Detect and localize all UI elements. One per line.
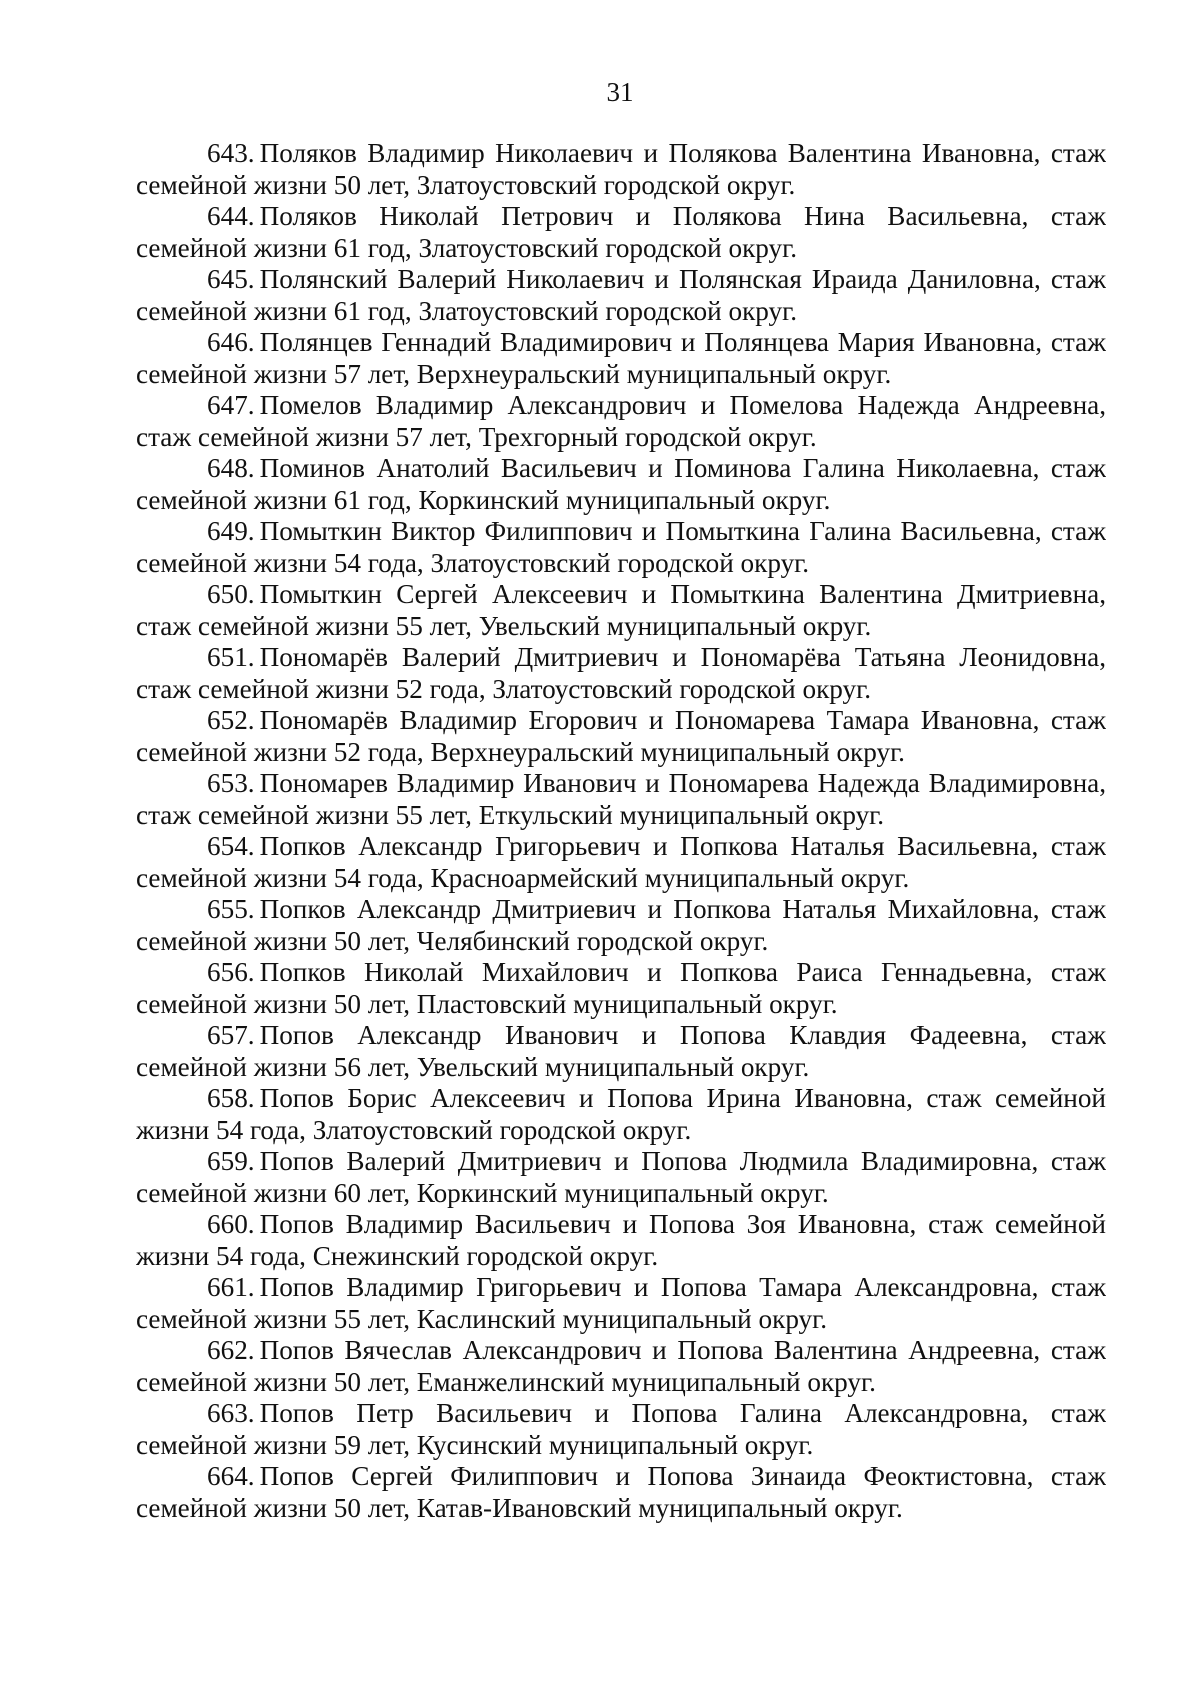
entry-text: Попов Петр Васильевич и Попова Галина Александровна, стаж семейной жизни 59 лет, Кусинский муниципальный округ. (136, 1398, 1106, 1460)
list-item (136, 957, 1106, 1020)
entry-text: Помыткин Сергей Алексеевич и Помыткина Валентина Дмитриевна, стаж семейной жизни 55 лет, Увельский муниципальный округ. (136, 579, 1106, 641)
list-item (136, 327, 1106, 390)
list-item (136, 642, 1106, 705)
entry-text: Поляков Владимир Николаевич и Полякова Валентина Ивановна, стаж семейной жизни 50 лет, Златоустовский городской округ. (136, 138, 1106, 200)
entry-number: 650. (207, 579, 255, 609)
entry-text: Пономарёв Владимир Егорович и Пономарева Тамара Ивановна, стаж семейной жизни 52 года, Верхнеуральский муниципальный округ. (136, 705, 1106, 767)
entry-number: 645. (207, 264, 255, 294)
entry-number: 663. (207, 1398, 255, 1428)
entry-text: Попков Александр Дмитриевич и Попкова Наталья Михайловна, стаж семейной жизни 50 лет, Челябинский городской округ. (136, 894, 1106, 956)
list-item (136, 705, 1106, 768)
entry-number: 651. (207, 642, 255, 672)
entry-text: Попков Николай Михайлович и Попкова Раиса Геннадьевна, стаж семейной жизни 50 лет, Пластовский муниципальный округ. (136, 957, 1106, 1019)
entry-number: 643. (207, 138, 255, 168)
entry-text: Попков Александр Григорьевич и Попкова Наталья Васильевна, стаж семейной жизни 54 года, Красноармейский муниципальный округ. (136, 831, 1106, 893)
entry-text: Попов Валерий Дмитриевич и Попова Людмила Владимировна, стаж семейной жизни 60 лет, Коркинский муниципальный округ. (136, 1146, 1106, 1208)
entry-text: Попов Владимир Васильевич и Попова Зоя Ивановна, стаж семейной жизни 54 года, Снежинский городской округ. (136, 1209, 1106, 1271)
list-item (136, 1272, 1106, 1335)
list-item (136, 1020, 1106, 1083)
entry-number: 654. (207, 831, 255, 861)
entry-text: Попов Борис Алексеевич и Попова Ирина Ивановна, стаж семейной жизни 54 года, Златоустовский городской округ. (136, 1083, 1106, 1145)
list-item (136, 453, 1106, 516)
entry-number: 657. (207, 1020, 255, 1050)
list-item (136, 1146, 1106, 1209)
entry-text: Попов Александр Иванович и Попова Клавдия Фадеевна, стаж семейной жизни 56 лет, Увельский муниципальный округ. (136, 1020, 1106, 1082)
entry-number: 661. (207, 1272, 255, 1302)
entry-text: Помелов Владимир Александрович и Помелова Надежда Андреевна, стаж семейной жизни 57 лет, Трехгорный городской округ. (136, 390, 1106, 452)
list-item (136, 390, 1106, 453)
entry-number: 653. (207, 768, 255, 798)
entry-number: 660. (207, 1209, 255, 1239)
entry-number: 655. (207, 894, 255, 924)
entry-number: 644. (207, 201, 255, 231)
entry-number: 664. (207, 1461, 255, 1491)
entry-number: 658. (207, 1083, 255, 1113)
list-item (136, 894, 1106, 957)
list-item (136, 1398, 1106, 1461)
list-item (136, 1461, 1106, 1524)
entry-number: 652. (207, 705, 255, 735)
entry-number: 656. (207, 957, 255, 987)
entry-text: Пономарёв Валерий Дмитриевич и Пономарёва Татьяна Леонидовна, стаж семейной жизни 52 года, Златоустовский городской округ. (136, 642, 1106, 704)
entry-text: Попов Вячеслав Александрович и Попова Валентина Андреевна, стаж семейной жизни 50 лет, Еманжелинский муниципальный округ. (136, 1335, 1106, 1397)
entry-number: 646. (207, 327, 255, 357)
entry-text: Помыткин Виктор Филиппович и Помыткина Галина Васильевна, стаж семейной жизни 54 года, Златоустовский городской округ. (136, 516, 1106, 578)
entry-number: 649. (207, 516, 255, 546)
entry-text: Полянцев Геннадий Владимирович и Полянцева Мария Ивановна, стаж семейной жизни 57 лет, Верхнеуральский муниципальный округ. (136, 327, 1106, 389)
list-item (136, 1209, 1106, 1272)
entry-number: 662. (207, 1335, 255, 1365)
list-item (136, 264, 1106, 327)
entry-text: Пономарев Владимир Иванович и Пономарева Надежда Владимировна, стаж семейной жизни 55 лет, Еткульский муниципальный округ. (136, 768, 1106, 830)
list-item (136, 138, 1106, 201)
list-item (136, 516, 1106, 579)
entry-text: Полянский Валерий Николаевич и Полянская Ираида Даниловна, стаж семейной жизни 61 год, Златоустовский городской округ. (136, 264, 1106, 326)
page-number: 31 (606, 77, 634, 107)
entry-number: 647. (207, 390, 255, 420)
list-item (136, 579, 1106, 642)
entry-number: 659. (207, 1146, 255, 1176)
entry-number: 648. (207, 453, 255, 483)
entry-list (136, 138, 1106, 1524)
entry-text: Попов Сергей Филиппович и Попова Зинаида Феоктистовна, стаж семейной жизни 50 лет, Катав-Ивановский муниципальный округ. (136, 1461, 1106, 1523)
list-item (136, 201, 1106, 264)
list-item (136, 831, 1106, 894)
list-item (136, 1335, 1106, 1398)
entry-text: Поминов Анатолий Васильевич и Поминова Галина Николаевна, стаж семейной жизни 61 год, Коркинский муниципальный округ. (136, 453, 1106, 515)
entry-text: Попов Владимир Григорьевич и Попова Тамара Александровна, стаж семейной жизни 55 лет, Каслинский муниципальный округ. (136, 1272, 1106, 1334)
list-item (136, 1083, 1106, 1146)
list-item (136, 768, 1106, 831)
entry-text: Поляков Николай Петрович и Полякова Нина Васильевна, стаж семейной жизни 61 год, Златоустовский городской округ. (136, 201, 1106, 263)
